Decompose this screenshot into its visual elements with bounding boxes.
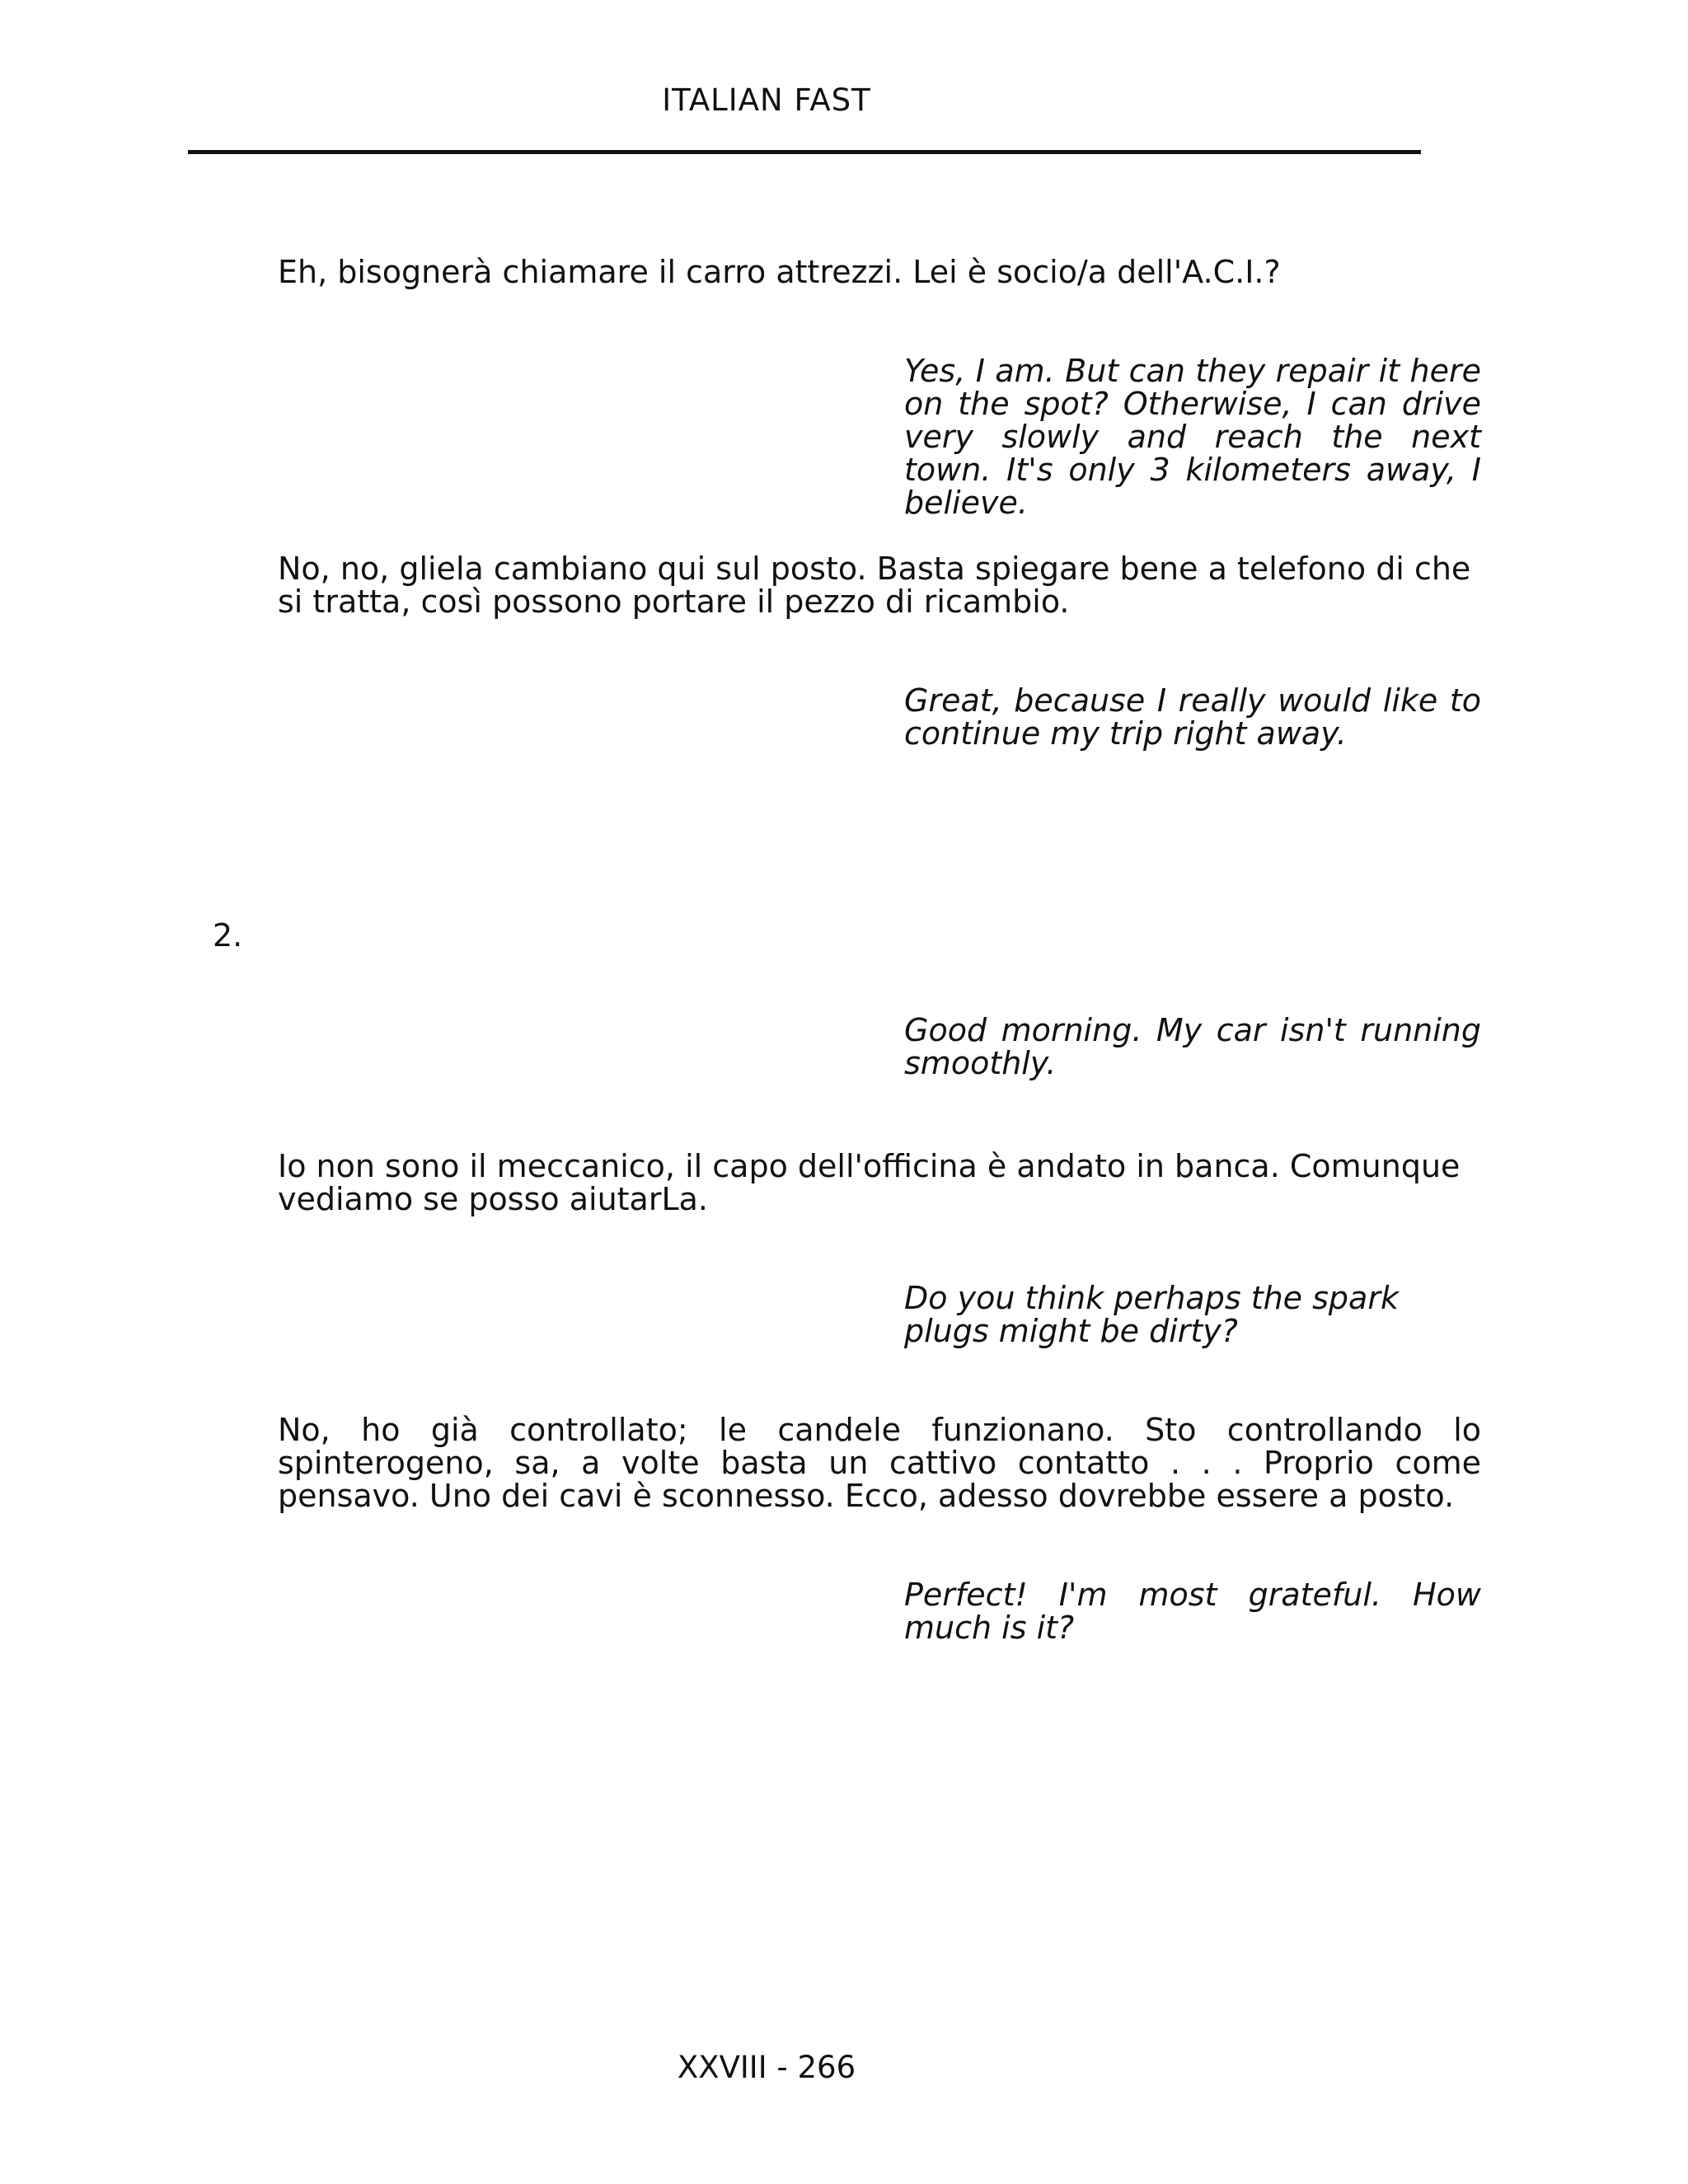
dialogue-line-italian: Eh, bisognerà chiamare il carro attrezzi. Lei è socio/a dell'A.C.I.?	[278, 254, 1281, 290]
header-divider	[188, 150, 1421, 154]
dialogue-line-english: Good morning. My car isn't running smoothly.	[904, 1012, 1481, 1081]
dialogue-line-english: Do you think perhaps the spark plugs might be dirty?	[904, 1280, 1399, 1349]
dialogue-line-english: Perfect! I'm most grateful. How much is it?	[904, 1577, 1481, 1646]
dialogue-line-italian: No, ho già controllato; le candele funzionano. Sto controllando lo spinterogeno, sa, a volte basta un cattivo contatto . . . Proprio come pensavo. Uno dei cavi è sconnesso. Ecco, adesso dovrebbe essere a posto.	[278, 1412, 1481, 1514]
page-header-title: ITALIAN FAST	[662, 82, 871, 118]
page-number: XXVIII - 266	[677, 2050, 856, 2085]
dialogue-line-english: Great, because I really would like to continue my trip right away.	[904, 682, 1481, 752]
dialogue-line-italian: Io non sono il meccanico, il capo dell'officina è andato in banca. Comunque vediamo se posso aiutarLa.	[278, 1148, 1461, 1217]
dialogue-line-italian: No, no, gliela cambiano qui sul posto. Basta spiegare bene a telefono di che si tratta, così possono portare il pezzo di ricambio.	[278, 551, 1471, 620]
dialogue-line-english: Yes, I am. But can they repair it here on the spot? Otherwise, I can drive very slowly and reach the next town. It's only 3 kilometers away, I believe.	[904, 353, 1481, 521]
section-number: 2.	[213, 917, 243, 954]
